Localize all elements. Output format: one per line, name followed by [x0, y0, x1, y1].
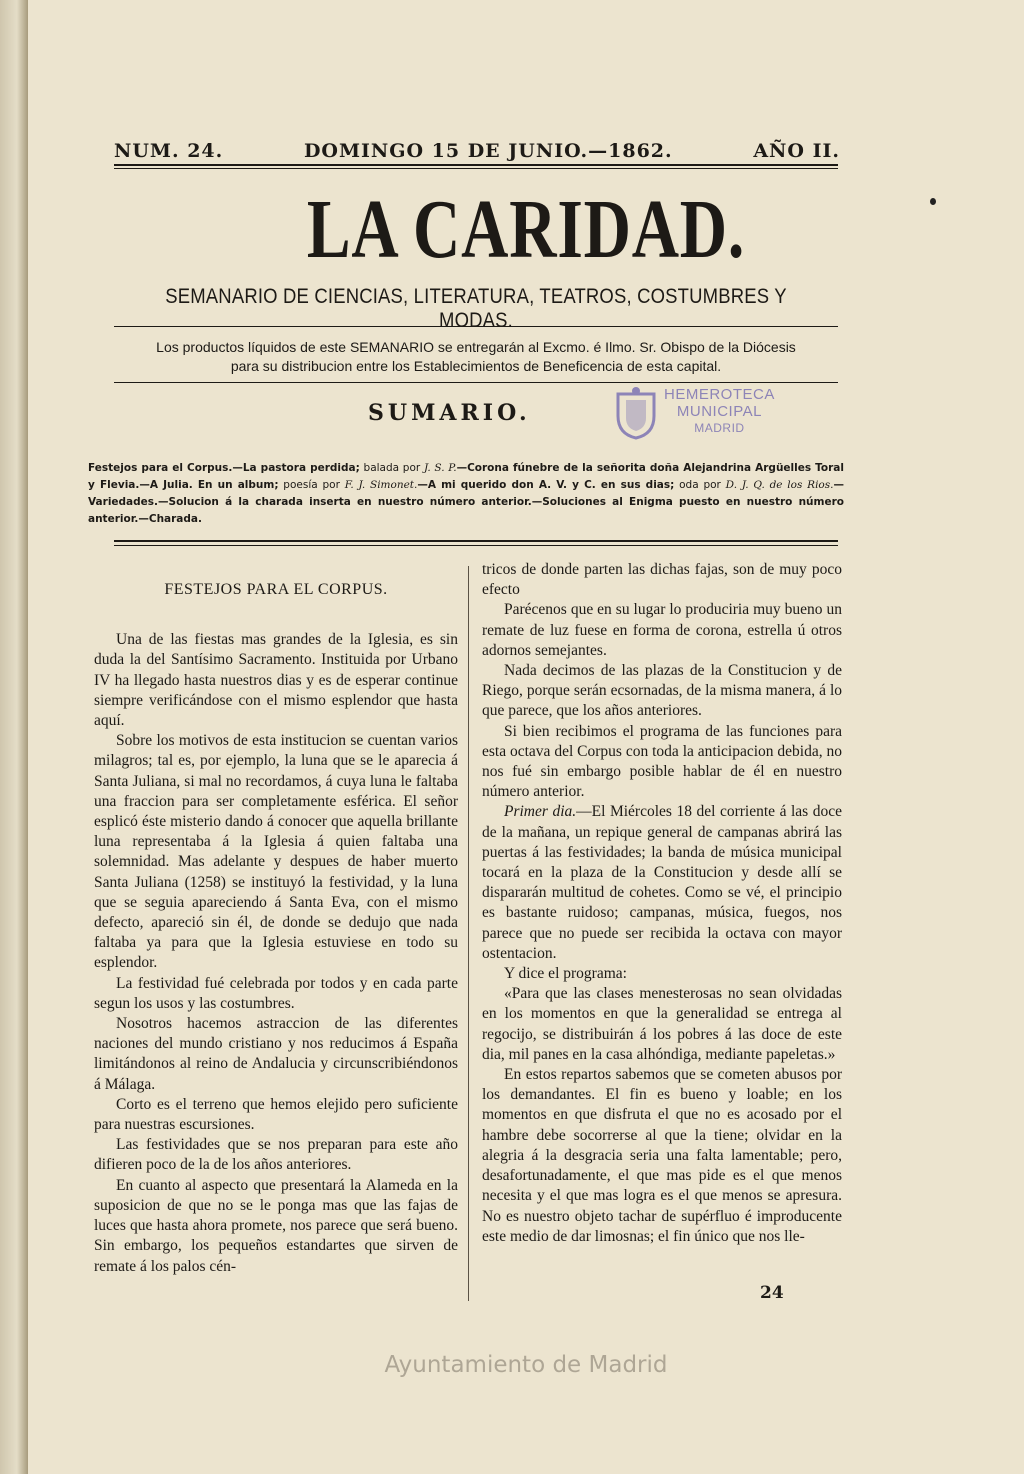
article-paragraph: Las festividades que se nos preparan para este año difieren poco de la de los años anteriores.	[94, 1136, 458, 1174]
article-paragraph: Sobre los motivos de esta institucion se cuentan varios milagros; tal es, por ejemplo, la luna que se le aparecia á Santa Juliana, si mal no recordamos, á cuya luna le faltaba una fraccion para ser completamente esférica. El señor esplicó éste misterio dando á conocer que aquella brillante luna representaba á la Iglesia á quien faltaba una solemnidad. Mas adelante y despues de haber muerto Santa Juliana (1258) se instituyó la festividad, y la luna que se seguia apareciendo á Santa Eva, con el mismo defecto, apareció sin él, de donde se dedujo que nada faltaba ya para que la Iglesia estuviese en todo su esplendor.	[94, 732, 458, 972]
newspaper-subtitle: SEMANARIO DE CIENCIAS, LITERATURA, TEATROS, COSTUMBRES Y MODAS.	[165, 285, 787, 332]
sumario-author: F. J. Simonet.	[344, 479, 418, 491]
sumario-author: J. S. P.	[423, 462, 457, 474]
stamp-line-3: MADRID	[694, 421, 745, 435]
stamp-line-2: MUNICIPAL	[676, 403, 762, 420]
article-top-rule-thin	[114, 545, 838, 546]
watermark: Ayuntamiento de Madrid	[384, 1352, 668, 1378]
masthead-info	[114, 140, 840, 162]
sumario-author: D. J. Q. de los Rios.	[725, 479, 834, 491]
coat-of-arms-icon	[610, 386, 662, 440]
article-paragraph: En cuanto al aspecto que presentará la Alameda en la suposicion de que no se le ponga mas que las fajas de luces que hasta ahora promete, nos parece que será bueno. Sin embargo, los pequeños estandartes que sirven de remate á los palos cén-	[94, 1176, 458, 1275]
article-paragraph: tricos de donde parten las dichas fajas, son de muy poco efecto	[482, 561, 842, 599]
masthead-rule	[114, 164, 838, 166]
ink-spot	[930, 198, 936, 205]
newspaper-page	[28, 0, 1024, 1474]
notice-line-2: para su distribucion entre los Establecimientos de Beneficencia de esta capital.	[230, 358, 722, 374]
notice-line-1: Los productos líquidos de este SEMANARIO se entregarán al Excmo. é Ilmo. Sr. Obispo de la Diócesis	[156, 339, 796, 355]
article-paragraph: Y dice el programa:	[504, 965, 627, 983]
issue-year: AÑO II.	[753, 140, 840, 162]
issue-number: NUM. 24.	[114, 140, 224, 162]
article-top-rule	[114, 540, 838, 542]
sumario-part: —Variedades.—Solucion á la charada inserta en nuestro número anterior.—Soluciones al Enigma puesto en nuestro número anterior.—Charada.	[88, 479, 844, 525]
sumario-part: poesía por	[278, 479, 345, 491]
article-paragraph: Parécenos que en su lugar lo produciria muy bueno un remate de luz fuese en forma de corona, estrella ú otros adornos semejantes.	[482, 601, 842, 659]
sumario-part: —Corona fúnebre de la señorita doña Alejandrina Argüelles Toral y Flevia.—A Julia. En un album;	[88, 462, 844, 491]
article-paragraph: En estos repartos sabemos que se cometen abusos por los demandantes. El fin es bueno y loable; en los momentos en que disfruta el que no es acosado por el hambre debe socorrerse al que la tiene; olvidar en la alegria á la desgracia seria una falta lamentable; pero, desafortunadamente, el que mas pide es el que menos necesita y el que mas logra es el que menos se apresura. No es nuestro objeto tachar de supérfluo é improducente este medio de dar limosnas; el fin único que nos lle-	[482, 1066, 842, 1245]
sumario-heading: SUMARIO.	[368, 400, 531, 426]
column-divider	[468, 566, 469, 1301]
sumario-part: Festejos para el Corpus.—La pastora perdida;	[88, 462, 360, 474]
page-number: 24	[760, 1283, 784, 1303]
article-paragraph	[482, 802, 842, 964]
notice-bottom-rule	[114, 382, 838, 383]
stamp-line-1: HEMEROTECA	[664, 386, 775, 403]
article-paragraph: Si bien recibimos el programa de las funciones para esta octava del Corpus con toda la anticipacion debida, no nos fué sin embargo posible hablar de él en nuestro número anterior.	[482, 722, 842, 801]
masthead-rule-thin	[114, 168, 838, 169]
sumario-contents	[88, 460, 844, 528]
article-column-left	[94, 560, 458, 1277]
newspaper-title: LA CARIDAD.	[306, 183, 746, 276]
issue-date: DOMINGO 15 DE JUNIO.—1862.	[303, 140, 673, 162]
article-paragraph: Corto es el terreno que hemos elejido pero suficiente para nuestras escursiones.	[94, 1095, 458, 1134]
publication-notice	[114, 338, 838, 376]
sumario-part: —A mi querido don A. V. y C. en sus dias;	[417, 479, 675, 491]
article-heading: FESTEJOS PARA EL CORPUS.	[164, 581, 388, 598]
sumario-part: oda por	[674, 479, 726, 491]
stamp-text	[664, 386, 775, 437]
adjacent-page-edge	[0, 0, 28, 1474]
program-day-label: Primer dia.	[504, 803, 577, 821]
article-paragraph: La festividad fué celebrada por todos y en cada parte segun los usos y las costumbres.	[94, 974, 458, 1012]
notice-top-rule	[114, 326, 838, 327]
library-stamp	[606, 384, 816, 444]
program-day-text: —El Miércoles 18 del corriente á las doce de la mañana, un repique general de campanas abrirá las puertas á las festividades; la banda de música municipal tocará en la plaza de la Constitucion y desde allí se dispararán multitud de cohetes. Como se vé, el principio es bastante ruidoso; campanas, música, fuegos, nos parece que no puede ser recibida la octava con mayor ostentacion.	[482, 803, 843, 962]
article-paragraph: Nosotros hacemos astraccion de las diferentes naciones del mundo cristiano y nos reducimos á España limitándonos al reino de Andalucia y circunscribiéndonos á Málaga.	[94, 1015, 458, 1093]
article-paragraph: Una de las fiestas mas grandes de la Iglesia, es sin duda la del Santísimo Sacramento. Instituida por Urbano IV ha llegado hasta nuestros dias y es de esperar continue siempre verificándose con el mismo esplendor que hasta aquí.	[94, 631, 458, 730]
article-paragraph: Nada decimos de las plazas de la Constitucion y de Riego, porque serán ecsornadas, de la misma manera, á lo que parece, que los años anteriores.	[482, 662, 842, 720]
article-column-right	[482, 560, 842, 1247]
sumario-part: balada por	[359, 462, 424, 474]
article-paragraph: «Para que las clases menesterosas no sean olvidadas en los momentos en que la generalidad se entrega al regocijo, se distribuirán á los pobres á las doce de este dia, mil panes en la casa alhóndiga, mediante papeletas.»	[482, 985, 842, 1063]
